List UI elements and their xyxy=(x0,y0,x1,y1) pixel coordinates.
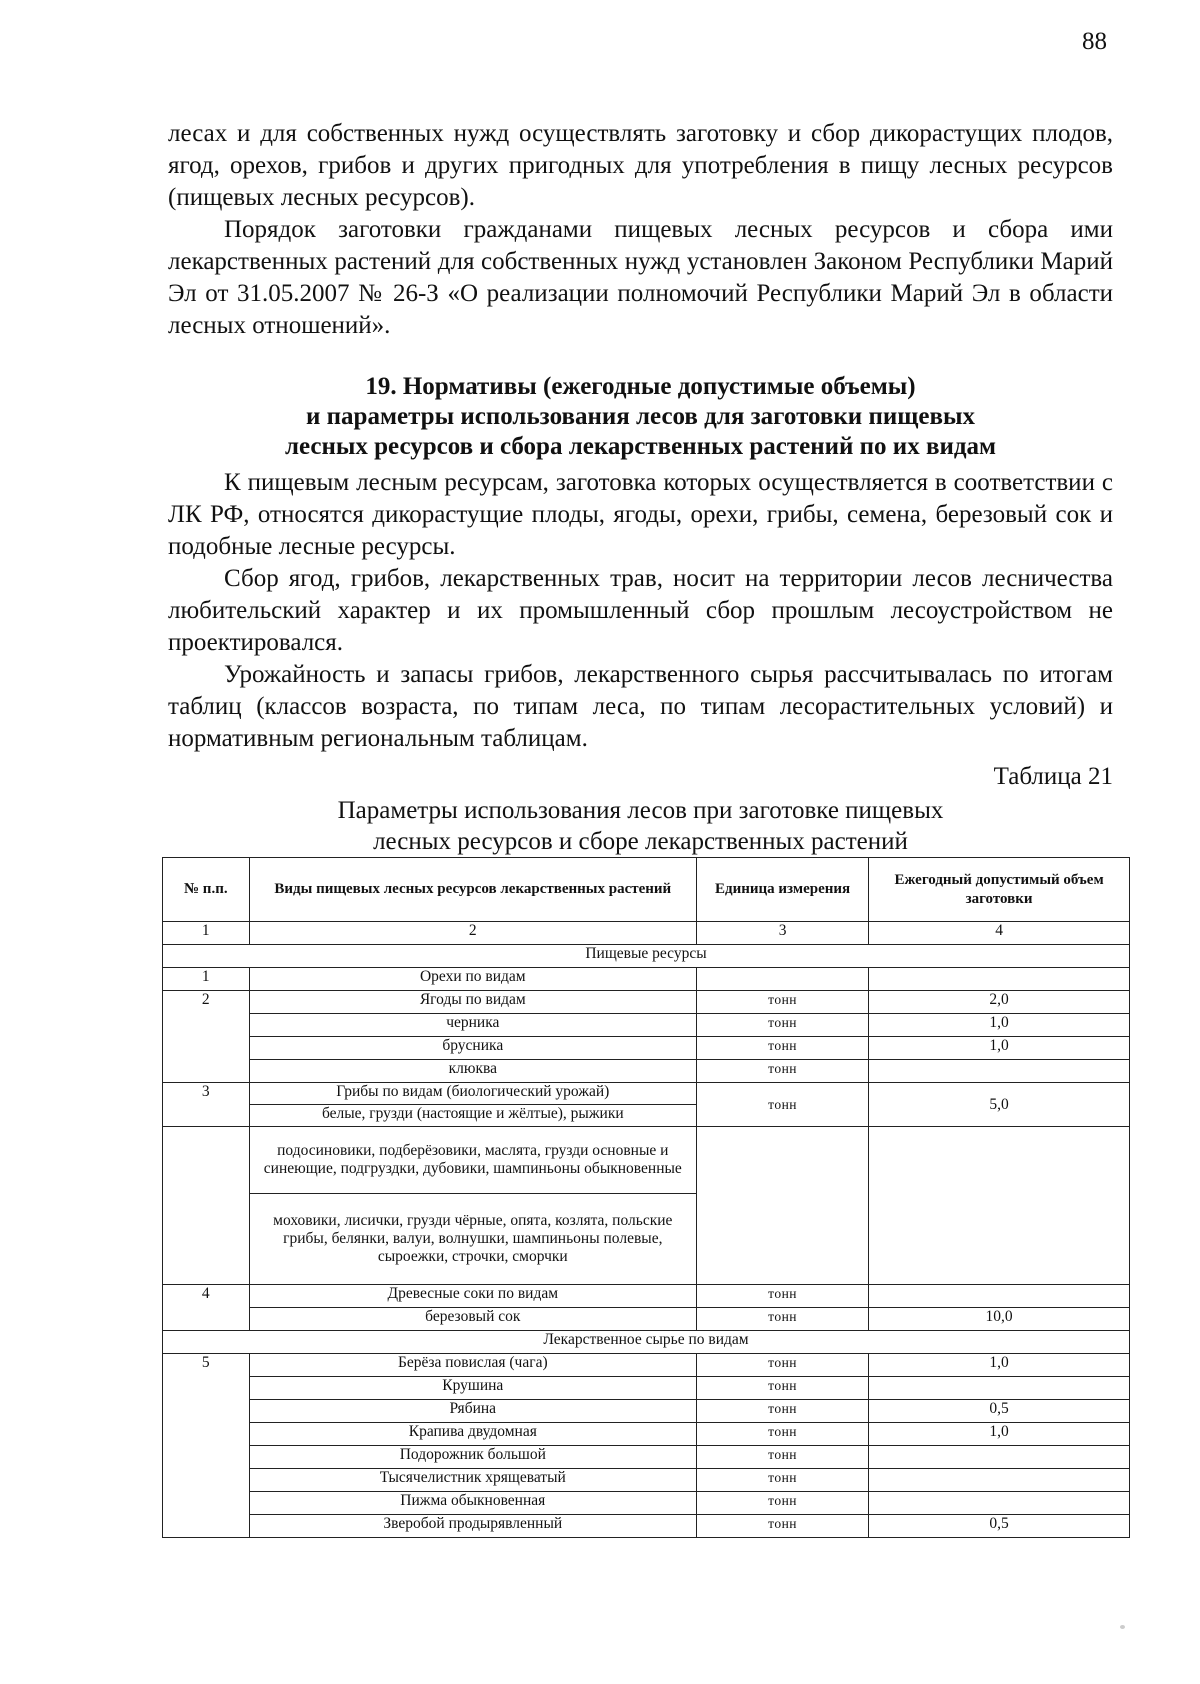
table-row xyxy=(163,1469,1130,1492)
resource-name: Рябина xyxy=(249,1400,696,1423)
volume-cell xyxy=(869,1127,1130,1285)
unit-cell: тонн xyxy=(697,1308,869,1331)
table-row xyxy=(163,1423,1130,1446)
volume-cell: 1,0 xyxy=(869,1014,1130,1037)
volume-cell xyxy=(869,1469,1130,1492)
volume-cell xyxy=(869,1060,1130,1083)
table-row xyxy=(163,1515,1130,1538)
resource-name: Тысячелистник хрящеватый xyxy=(249,1469,696,1492)
section-paragraph-1: К пищевым лесным ресурсам, заготовка которых осуществляется в соответствии с ЛК РФ, относятся дикорастущие плоды, ягоды, орехи, грибы, семена, березовый сок и подобные лесные ресурсы. xyxy=(168,469,1113,560)
column-number: 1 xyxy=(163,922,250,945)
unit-cell: тонн xyxy=(697,1492,869,1515)
table-row xyxy=(163,1377,1130,1400)
resource-name: Пижма обыкновенная xyxy=(249,1492,696,1515)
table-row xyxy=(163,1354,1130,1377)
resource-name: Берёза повислая (чага) xyxy=(249,1354,696,1377)
section-medicinal-label: Лекарственное сырье по видам xyxy=(163,1331,1130,1354)
section-paragraph-3: Урожайность и запасы грибов, лекарственного сырья рассчитывалась по итогам таблиц (классов возраста, по типам леса, по типам лесорастительных условий) и нормативным региональным таблицам. xyxy=(168,661,1113,752)
resource-name: брусника xyxy=(249,1037,696,1060)
row-number: 2 xyxy=(163,991,250,1083)
unit-cell xyxy=(697,1127,869,1285)
volume-cell xyxy=(869,968,1130,991)
resource-name: Ягоды по видам xyxy=(249,991,696,1014)
volume-cell xyxy=(869,1446,1130,1469)
table-row xyxy=(163,991,1130,1014)
section-row-food xyxy=(163,945,1130,968)
table-row xyxy=(163,1037,1130,1060)
resource-name: березовый сок xyxy=(249,1308,696,1331)
section-text xyxy=(168,467,1113,755)
header-number: № п.п. xyxy=(163,858,250,922)
unit-cell: тонн xyxy=(697,1354,869,1377)
mushrooms-group-2: подосиновики, подберёзовики, маслята, грузди основные и синеющие, подгруздки, дубовики, шампиньоны обыкновенные xyxy=(249,1127,696,1194)
row-number xyxy=(163,1127,250,1285)
column-number: 4 xyxy=(869,922,1130,945)
column-number: 3 xyxy=(697,922,869,945)
table-title-line-1: Параметры использования лесов при заготовке пищевых xyxy=(337,797,944,824)
intro-text xyxy=(168,118,1113,342)
unit-cell: тонн xyxy=(697,1446,869,1469)
header-unit: Единица измерения xyxy=(697,858,869,922)
row-number: 3 xyxy=(163,1083,250,1127)
volume-cell: 1,0 xyxy=(869,1037,1130,1060)
volume-cell: 10,0 xyxy=(869,1308,1130,1331)
table-title xyxy=(168,795,1113,857)
table-row xyxy=(163,1060,1130,1083)
column-numbers-row xyxy=(163,922,1130,945)
table-row xyxy=(163,1492,1130,1515)
resource-name: Крапива двудомная xyxy=(249,1423,696,1446)
mushrooms-group-1: белые, грузди (настоящие и жёлтые), рыжики xyxy=(321,1105,624,1122)
volume-cell: 1,0 xyxy=(869,1423,1130,1446)
unit-cell: тонн xyxy=(697,1285,869,1308)
page-number: 88 xyxy=(1082,28,1107,55)
table-row xyxy=(163,1285,1130,1308)
volume-cell xyxy=(869,1377,1130,1400)
section-paragraph-2: Сбор ягод, грибов, лекарственных трав, носит на территории лесов лесничества любительский характер и их промышленный сбор прошлым лесоустройством не проектировался. xyxy=(168,565,1113,656)
resource-name: Древесные соки по видам xyxy=(249,1285,696,1308)
resource-name: Зверобой продырявленный xyxy=(249,1515,696,1538)
unit-cell xyxy=(697,968,869,991)
unit-cell: тонн xyxy=(697,1014,869,1037)
table-row xyxy=(163,1014,1130,1037)
table-row xyxy=(163,1400,1130,1423)
table-title-line-2: лесных ресурсов и сборе лекарственных растений xyxy=(373,828,908,855)
table-row xyxy=(163,1446,1130,1469)
volume-cell xyxy=(869,1285,1130,1308)
row-number: 5 xyxy=(163,1354,250,1538)
unit-cell: тонн xyxy=(697,1083,869,1127)
table-row xyxy=(163,1127,1130,1194)
section-row-medicinal xyxy=(163,1331,1130,1354)
header-volume: Ежегодный допустимый объем заготовки xyxy=(869,858,1130,922)
table-label: Таблица 21 xyxy=(993,763,1113,790)
section-food-label: Пищевые ресурсы xyxy=(163,945,1130,968)
header-row xyxy=(163,858,1130,922)
header-kind: Виды пищевых лесных ресурсов лекарственных растений xyxy=(249,858,696,922)
heading-line-2: и параметры использования лесов для заготовки пищевых xyxy=(306,403,975,430)
resource-name: клюква xyxy=(249,1060,696,1083)
volume-cell: 0,5 xyxy=(869,1515,1130,1538)
resource-name: Крушина xyxy=(249,1377,696,1400)
row-number: 4 xyxy=(163,1285,250,1331)
scan-speck xyxy=(1120,1625,1125,1629)
volume-cell: 2,0 xyxy=(869,991,1130,1014)
mushrooms-group-3: моховики, лисички, грузди чёрные, опята, козлята, польские грибы, белянки, валуи, волнушки, шампиньоны полевые, сыроежки, строчки, сморчки xyxy=(249,1194,696,1285)
unit-cell: тонн xyxy=(697,1469,869,1492)
unit-cell: тонн xyxy=(697,1515,869,1538)
unit-cell: тонн xyxy=(697,1037,869,1060)
parameters-table xyxy=(162,857,1130,1538)
heading-line-1: 19. Нормативы (ежегодные допустимые объемы) xyxy=(365,373,916,400)
table-row xyxy=(163,1308,1130,1331)
column-number: 2 xyxy=(249,922,696,945)
resource-name: черника xyxy=(249,1014,696,1037)
volume-cell xyxy=(869,1492,1130,1515)
resource-name xyxy=(249,1083,696,1127)
volume-cell: 5,0 xyxy=(869,1083,1130,1127)
volume-cell: 1,0 xyxy=(869,1354,1130,1377)
unit-cell: тонн xyxy=(697,1060,869,1083)
unit-cell: тонн xyxy=(697,1400,869,1423)
unit-cell: тонн xyxy=(697,1377,869,1400)
intro-paragraph-1: лесах и для собственных нужд осуществлять заготовку и сбор дикорастущих плодов, ягод, орехов, грибов и других пригодных для употребления в пищу лесных ресурсов (пищевых лесных ресурсов). xyxy=(168,120,1113,211)
volume-cell: 0,5 xyxy=(869,1400,1130,1423)
resource-name: Подорожник большой xyxy=(249,1446,696,1469)
unit-cell: тонн xyxy=(697,1423,869,1446)
resource-name: Орехи по видам xyxy=(249,968,696,991)
intro-paragraph-2: Порядок заготовки гражданами пищевых лесных ресурсов и сбора ими лекарственных растений для собственных нужд установлен Законом Республики Марий Эл от 31.05.2007 № 26-З «О реализации полномочий Республики Марий Эл в области лесных отношений». xyxy=(168,216,1113,339)
table-row xyxy=(163,968,1130,991)
row-number: 1 xyxy=(163,968,250,991)
section-heading xyxy=(168,372,1113,462)
unit-cell: тонн xyxy=(697,991,869,1014)
heading-line-3: лесных ресурсов и сбора лекарственных растений по их видам xyxy=(284,433,997,460)
mushrooms-title: Грибы по видам (биологический урожай) xyxy=(250,1083,696,1105)
table-row xyxy=(163,1083,1130,1127)
